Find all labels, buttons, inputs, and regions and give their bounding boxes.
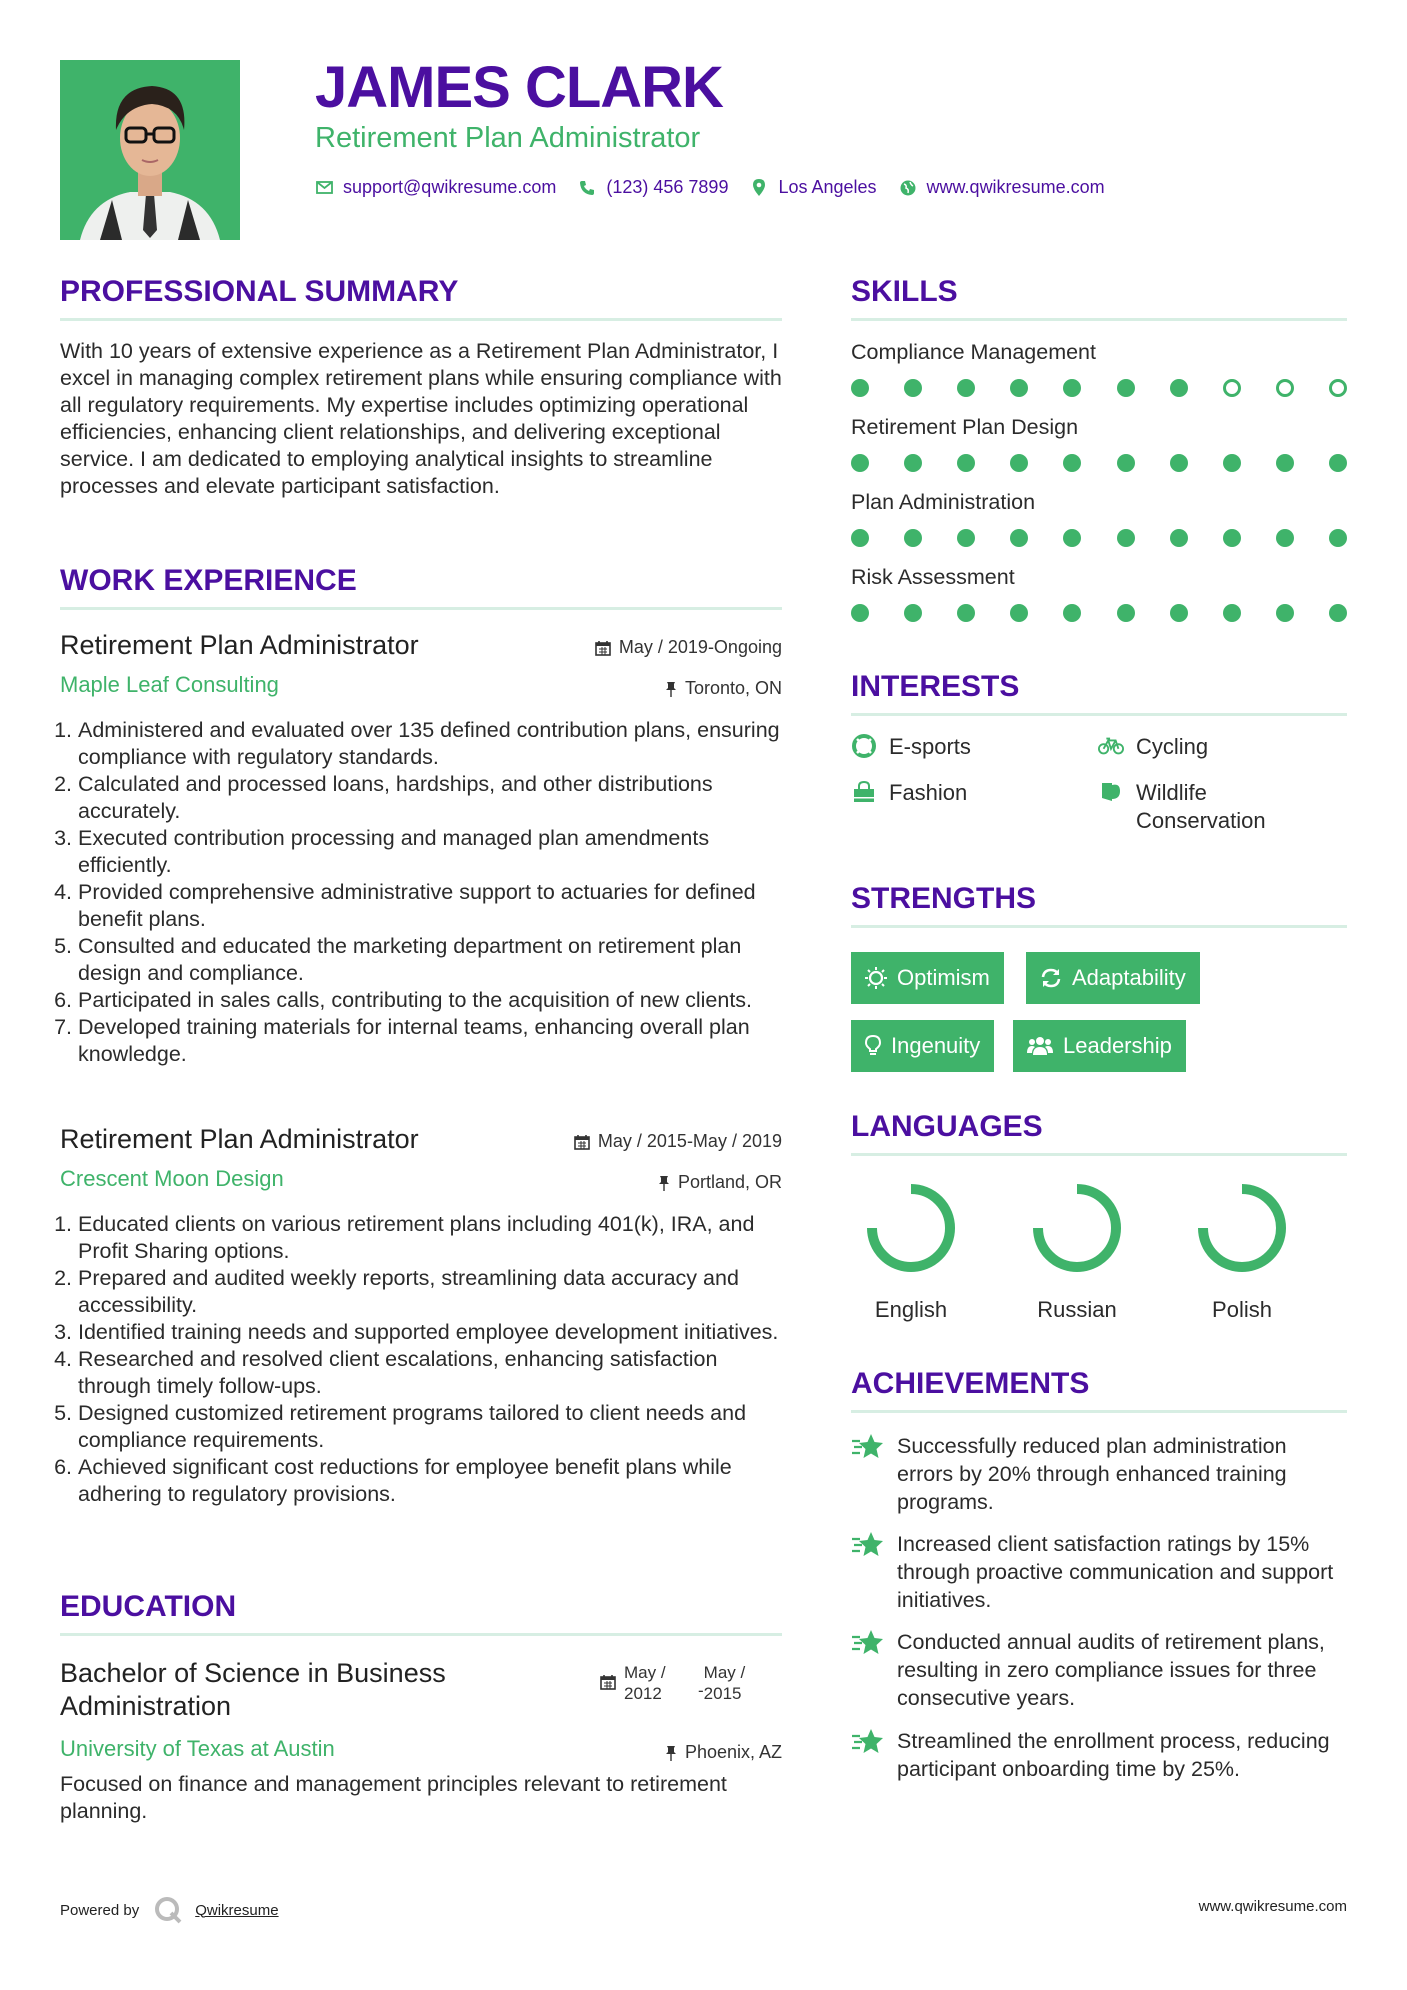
phone-icon <box>578 179 596 197</box>
job-location-text: Toronto, ON <box>684 678 782 698</box>
skill-row <box>851 340 1347 415</box>
duty-item: 5. Consulted and educated the marketing department on retirement plan design and compliance. <box>78 933 782 987</box>
rating-dot-filled <box>1063 454 1081 472</box>
envelope-icon <box>315 179 333 197</box>
skill-row <box>851 565 1347 640</box>
rating-dot-filled <box>1117 379 1135 397</box>
duty-item: 3. Executed contribution processing and managed plan amendments efficiently. <box>78 825 782 879</box>
interests-title: INTERESTS <box>851 670 1020 703</box>
strength-label: Leadership <box>1063 1033 1172 1058</box>
contact-bar <box>315 177 1127 198</box>
profile-photo <box>60 60 240 240</box>
job-duties <box>60 1211 782 1508</box>
rating-dot-filled <box>1329 454 1347 472</box>
job-dates <box>500 637 782 658</box>
email-link[interactable]: support@qwikresume.com <box>343 177 557 197</box>
rating-dot-filled <box>1010 379 1028 397</box>
languages-title: LANGUAGES <box>851 1110 1043 1143</box>
rating-dot-filled <box>1170 604 1188 622</box>
rating-dot-filled <box>1276 529 1294 547</box>
star-trophy-icon <box>851 1432 885 1462</box>
map-marker-icon <box>750 179 768 197</box>
language-label: Russian <box>1037 1297 1117 1322</box>
rating-dot-filled <box>1170 454 1188 472</box>
skills-title: SKILLS <box>851 275 958 308</box>
job-dates-text: May / 2015-May / 2019 <box>597 1131 782 1151</box>
achievements-title: ACHIEVEMENTS <box>851 1367 1090 1400</box>
skill-rating <box>851 529 1347 547</box>
duty-item: 2. Calculated and processed loans, hardships, and other distributions accurately. <box>78 771 782 825</box>
duty-item: 4. Researched and resolved client escalations, enhancing satisfaction through timely follow-ups. <box>78 1346 782 1400</box>
job-location <box>500 1172 782 1193</box>
powered-by-label: Powered by <box>60 1901 140 1919</box>
interest-item <box>851 733 971 761</box>
location-text: Los Angeles <box>778 177 877 197</box>
rating-dot-filled <box>851 529 869 547</box>
interests-divider <box>851 713 1347 716</box>
languages-divider <box>851 1153 1347 1156</box>
education-location-text: Phoenix, AZ <box>684 1742 782 1762</box>
achievement-item <box>851 1530 1342 1614</box>
rating-dot-filled <box>1117 454 1135 472</box>
star-trophy-icon <box>851 1727 885 1757</box>
skill-rating <box>851 454 1347 472</box>
rating-dot-filled <box>1276 454 1294 472</box>
strength-label: Ingenuity <box>891 1033 981 1058</box>
language-label: Polish <box>1212 1297 1272 1322</box>
rating-dot-filled <box>957 379 975 397</box>
rating-dot-filled <box>851 604 869 622</box>
company-name: Maple Leaf Consulting <box>60 672 279 697</box>
education-description: Focused on finance and management principles relevant to retirement planning. <box>60 1772 727 1823</box>
globe-icon <box>899 179 917 197</box>
footer-powered-by <box>60 1895 279 1925</box>
website-link[interactable]: www.qwikresume.com <box>926 177 1105 197</box>
summary-title: PROFESSIONAL SUMMARY <box>60 275 459 308</box>
rating-dot-filled <box>1063 604 1081 622</box>
rating-dot-empty <box>1276 379 1294 397</box>
pin-icon <box>658 1175 670 1191</box>
skills-divider <box>851 318 1347 321</box>
refresh-icon <box>1040 967 1062 989</box>
duty-item: 6. Participated in sales calls, contributing to the acquisition of new clients. <box>78 987 782 1014</box>
language-item <box>851 1178 971 1323</box>
strength-chip <box>851 1020 994 1072</box>
duty-item: 7. Developed training materials for internal teams, enhancing overall plan knowledge. <box>78 1014 782 1068</box>
skill-name: Plan Administration <box>851 490 1036 514</box>
rating-dot-filled <box>1170 529 1188 547</box>
star-trophy-icon <box>851 1530 885 1560</box>
experience-title: WORK EXPERIENCE <box>60 564 357 597</box>
skill-name: Retirement Plan Design <box>851 415 1079 439</box>
job-location-text: Portland, OR <box>677 1172 782 1192</box>
skills-list <box>851 340 1347 640</box>
candidate-role: Retirement Plan Administrator <box>315 122 701 154</box>
star-trophy-icon <box>851 1628 885 1658</box>
education-dates: May / 2012 - May / 2015 <box>600 1662 764 1704</box>
rating-dot-filled <box>851 454 869 472</box>
sun-icon <box>865 967 887 989</box>
skill-row <box>851 415 1347 490</box>
rating-dot-filled <box>1223 604 1241 622</box>
strength-label: Adaptability <box>1072 965 1186 990</box>
interest-label: E-sports <box>889 734 971 759</box>
job-location <box>500 678 782 699</box>
rating-dot-filled <box>1063 529 1081 547</box>
duty-item: 4. Provided comprehensive administrative support to actuaries for defined benefit plans. <box>78 879 782 933</box>
achievement-text: Successfully reduced plan administration errors by 20% through enhanced training programs. <box>897 1434 1287 1514</box>
duty-item: 5. Designed customized retirement programs tailored to client needs and compliance requirements. <box>78 1400 782 1454</box>
duty-item: 2. Prepared and audited weekly reports, streamlining data accuracy and accessibility. <box>78 1265 782 1319</box>
language-ring <box>872 1189 950 1267</box>
language-item <box>1182 1178 1302 1323</box>
rating-dot-filled <box>851 379 869 397</box>
education-start: May / 2012 <box>624 1663 666 1703</box>
strength-chip <box>851 952 1004 1004</box>
achievement-item <box>851 1432 1342 1516</box>
rating-dot-filled <box>904 604 922 622</box>
rating-dot-empty <box>1223 379 1241 397</box>
duty-item: 3. Identified training needs and supported employee development initiatives. <box>78 1319 782 1346</box>
life-ring-icon <box>851 733 877 759</box>
job-duties <box>60 717 782 1068</box>
job-dates-text: May / 2019-Ongoing <box>618 637 782 657</box>
interest-item <box>851 779 967 807</box>
strengths-divider <box>851 925 1347 928</box>
rating-dot-filled <box>1329 529 1347 547</box>
rating-dot-filled <box>1063 379 1081 397</box>
rating-dot-filled <box>1117 529 1135 547</box>
rating-dot-filled <box>904 529 922 547</box>
experience-divider <box>60 607 782 610</box>
summary-text: With 10 years of extensive experience as a Retirement Plan Administrator, I excel in managing complex retirement plans while ensuring compliance with all regulatory requirements. My expertise includes optimizing operational efficiencies, enhancing client relationships, and delivering exceptional service. I am dedicated to employing analytical insights to streamline processes and elevate participant satisfaction. <box>60 339 782 498</box>
skill-name: Risk Assessment <box>851 565 1015 589</box>
rating-dot-filled <box>1170 379 1188 397</box>
company-name: Crescent Moon Design <box>60 1166 284 1191</box>
footer-url[interactable]: www.qwikresume.com <box>1198 1898 1347 1915</box>
rating-dot-filled <box>1329 604 1347 622</box>
job-title: Retirement Plan Administrator <box>60 1124 419 1154</box>
language-item <box>1017 1178 1137 1323</box>
qwikresume-logo-icon <box>153 1895 183 1925</box>
education-divider <box>60 1633 782 1636</box>
rating-dot-filled <box>1117 604 1135 622</box>
rating-dot-filled <box>1276 604 1294 622</box>
achievement-text: Increased client satisfaction ratings by 15% through proactive communication and support initiatives. <box>897 1532 1334 1612</box>
rating-dot-filled <box>1010 604 1028 622</box>
leaf-book-icon <box>1098 779 1124 805</box>
achievement-item <box>851 1727 1342 1783</box>
rating-dot-filled <box>957 529 975 547</box>
degree-title: Bachelor of Science in Business Administration <box>60 1658 446 1721</box>
achievement-text: Conducted annual audits of retirement plans, resulting in zero compliance issues for three consecutive years. <box>897 1630 1325 1710</box>
skill-name: Compliance Management <box>851 340 1096 364</box>
strength-chip <box>1026 952 1200 1004</box>
duty-item: 1. Educated clients on various retirement plans including 401(k), IRA, and Profit Sharing options. <box>78 1211 782 1265</box>
lightbulb-icon <box>865 1035 881 1057</box>
calendar-icon <box>574 1134 590 1150</box>
skill-rating <box>851 379 1347 397</box>
rating-dot-empty <box>1329 379 1347 397</box>
duty-item: 6. Achieved significant cost reductions for employee benefit plans while adhering to regulatory provisions. <box>78 1454 782 1508</box>
language-ring <box>1038 1189 1116 1267</box>
pin-icon <box>665 1745 677 1761</box>
interest-label: Wildlife Conservation <box>1136 780 1266 833</box>
rating-dot-filled <box>1223 529 1241 547</box>
rating-dot-filled <box>1223 454 1241 472</box>
rating-dot-filled <box>904 454 922 472</box>
phone-number[interactable]: (123) 456 7899 <box>606 177 729 197</box>
skill-row <box>851 490 1347 565</box>
education-location <box>500 1742 782 1763</box>
strength-label: Optimism <box>897 965 990 990</box>
calendar-icon <box>600 1674 616 1690</box>
rating-dot-filled <box>904 379 922 397</box>
qwikresume-link[interactable]: Qwikresume <box>195 1901 279 1919</box>
users-icon <box>1027 1036 1053 1056</box>
rating-dot-filled <box>1010 529 1028 547</box>
summary-divider <box>60 318 782 321</box>
language-label: English <box>874 1297 948 1322</box>
achievement-text: Streamlined the enrollment process, reducing participant onboarding time by 25%. <box>897 1729 1330 1781</box>
education-end: May / 2015 <box>703 1663 746 1703</box>
rating-dot-filled <box>1010 454 1028 472</box>
bicycle-icon <box>1098 733 1124 759</box>
candidate-name: JAMES CLARK <box>315 55 723 120</box>
interest-item <box>1098 779 1298 835</box>
calendar-icon <box>595 640 611 656</box>
interest-label: Fashion <box>889 780 968 805</box>
rating-dot-filled <box>957 604 975 622</box>
job-title: Retirement Plan Administrator <box>60 630 419 660</box>
achievements-divider <box>851 1410 1347 1413</box>
interest-label: Cycling <box>1136 734 1209 759</box>
pin-icon <box>665 681 677 697</box>
shopping-bag-icon <box>851 779 877 805</box>
job-dates <box>500 1131 782 1152</box>
school-name: University of Texas at Austin <box>60 1736 335 1761</box>
skill-rating <box>851 604 1347 622</box>
strength-chip <box>1013 1020 1186 1072</box>
strengths-title: STRENGTHS <box>851 882 1037 915</box>
education-title: EDUCATION <box>60 1590 237 1623</box>
rating-dot-filled <box>957 454 975 472</box>
achievement-item <box>851 1628 1342 1712</box>
duty-item: 1. Administered and evaluated over 135 defined contribution plans, ensuring compliance with regulatory standards. <box>78 717 782 771</box>
language-ring <box>1203 1189 1281 1267</box>
interest-item <box>1098 733 1208 761</box>
